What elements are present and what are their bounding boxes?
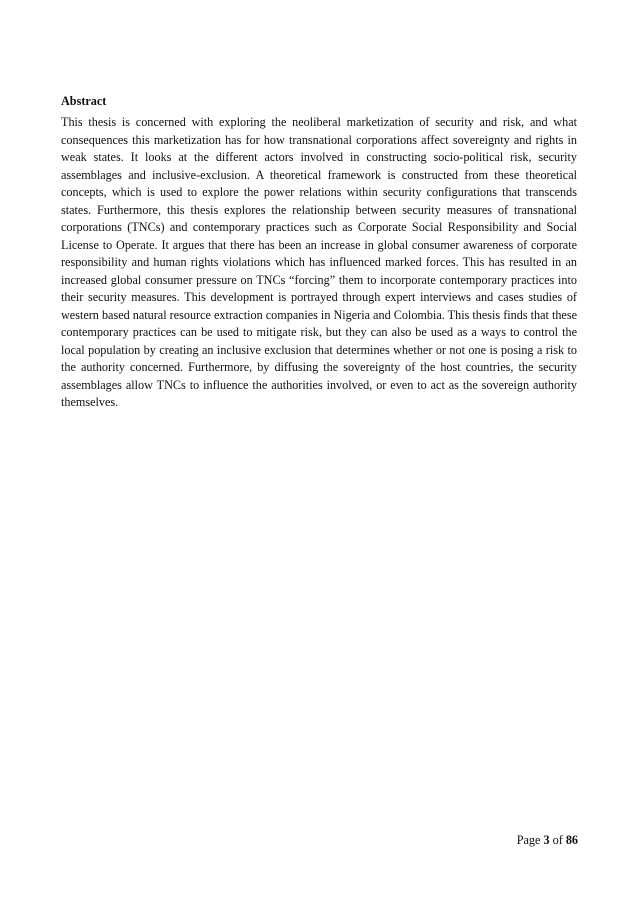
total-pages-number: 86: [565, 833, 578, 847]
abstract-heading: Abstract: [61, 94, 107, 108]
abstract-paragraph: This thesis is concerned with exploring the neoliberal marketization of security and risk, and what consequences this marketization has for how transnational corporations affect sovereignty and rights in weak states. It looks at the different actors involved in constructing socio-political risk, security assemblages and inclusive-exclusion. A theoretical framework is constructed from these theoretical concepts, which is used to explore the power relations within security configurations that transcends states. Furthermore, this thesis explores the relationship between security measures of transnational corporations (TNCs) and contemporary practices such as Corporate Social Responsibility and Social License to Operate. It argues that there has been an increase in global consumer awareness of corporate responsibility and human rights violations which has influenced marked forces. This has resulted in an increased global consumer pressure on TNCs “forcing” them to incorporate contemporary practices into their security measures. This development is portrayed through expert interviews and cases studies of western based natural resource extraction companies in Nigeria and Colombia. This thesis finds that these contemporary practices can be used to mitigate risk, but they can also be used as a ways to control the local population by creating an inclusive exclusion that determines whether or not one is posing a risk to the authority concerned. Furthermore, by diffusing the sovereignty of the host countries, the security assemblages allow TNCs to influence the authorities involved, or even to act as the sovereign authority themselves.: [61, 115, 577, 409]
of-label: of: [552, 833, 563, 847]
page-number-footer: [517, 833, 578, 847]
current-page-number: 3: [543, 833, 550, 847]
page-label: Page: [516, 833, 541, 847]
